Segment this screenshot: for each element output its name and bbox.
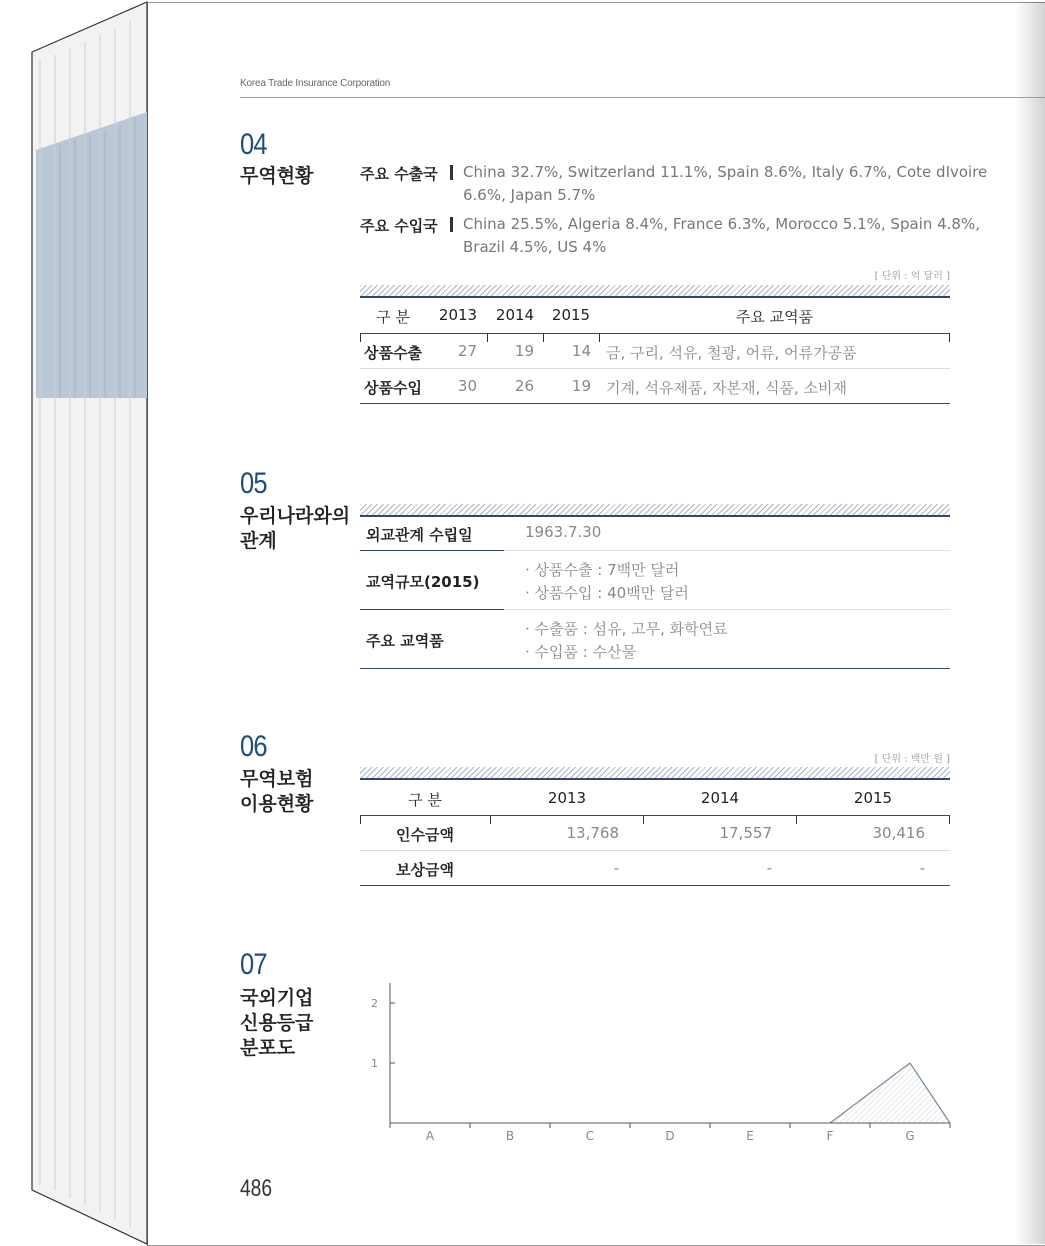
import-countries-label: 주요 수입국 (360, 217, 438, 235)
insurance-header-category: 구 분 (408, 791, 442, 809)
insurance-row-underwriting-2015: 30,416 (872, 824, 925, 842)
column-tick (949, 333, 950, 342)
insurance-header-rule (360, 815, 950, 816)
row-divider (360, 368, 950, 369)
import-countries-line2: Brazil 4.5%, US 4% (463, 238, 607, 256)
x-tick-label: A (425, 1129, 435, 1143)
y-tick-label: 1 (371, 1057, 378, 1070)
column-tick (949, 815, 950, 824)
label-bar (450, 165, 453, 180)
trade-row-export-2014: 19 (514, 342, 534, 360)
section-05-title-line2: 관계 (240, 530, 277, 552)
trade-row-export-2015: 14 (571, 342, 591, 360)
export-countries-line2: 6.6%, Japan 5.7% (463, 186, 596, 204)
relations-row-trade-line2: · 상품수입 : 40백만 달러 (525, 584, 689, 602)
trade-table-header-2014: 2014 (495, 306, 535, 324)
book-spine (0, 0, 150, 1246)
row-divider-dark (360, 550, 504, 551)
section-05-number: 05 (240, 467, 267, 500)
column-tick (360, 815, 361, 824)
column-tick (487, 333, 488, 342)
insurance-header-2015: 2015 (853, 789, 893, 807)
relations-row-trade-line1: · 상품수출 : 7백만 달러 (525, 561, 680, 579)
trade-table-header-rule (360, 333, 950, 334)
insurance-header-2013: 2013 (547, 789, 587, 807)
trade-row-import-2015: 19 (571, 377, 591, 395)
column-tick (490, 815, 491, 824)
trade-table-header-items: 주요 교역품 (735, 308, 814, 326)
insurance-row-underwriting-2013: 13,768 (566, 824, 619, 842)
relations-row-diplomacy-value: 1963.7.30 (525, 523, 602, 541)
section-07-title-line3: 분포도 (240, 1037, 296, 1059)
trade-table-header-category: 구 분 (376, 308, 410, 326)
section-07-number: 07 (240, 948, 267, 981)
x-tick-label: G (905, 1129, 915, 1143)
section-07-title-line2: 신용등급 (240, 1012, 314, 1034)
row-divider-dark (360, 609, 504, 610)
insurance-table-bottom-rule (360, 885, 950, 886)
x-tick-label: D (665, 1129, 675, 1143)
y-tick-label: 2 (371, 997, 378, 1010)
trade-table-bottom-rule (360, 403, 950, 404)
column-tick (643, 815, 644, 824)
row-divider (504, 550, 950, 551)
trade-row-export-label: 상품수출 (364, 344, 422, 362)
trade-table-header-2013: 2013 (438, 306, 478, 324)
header-rule (240, 97, 1045, 98)
trade-row-import-2013: 30 (457, 377, 477, 395)
relations-table-top-rule (360, 504, 950, 517)
insurance-row-claims-label: 보상금액 (396, 861, 454, 879)
section-04-title: 무역현황 (240, 165, 314, 187)
insurance-row-claims-2013: - (613, 859, 619, 877)
section-06-number: 06 (240, 730, 267, 763)
x-tick-label: E (746, 1129, 754, 1143)
insurance-row-claims-2015: - (919, 859, 925, 877)
insurance-row-underwriting-label: 인수금액 (396, 826, 454, 844)
row-divider (504, 609, 950, 610)
relations-row-items-line2: · 수입품 : 수산물 (525, 643, 637, 661)
insurance-header-2014: 2014 (700, 789, 740, 807)
trade-row-import-2014: 26 (514, 377, 534, 395)
trade-row-export-items: 금, 구리, 석유, 철광, 어류, 어류가공품 (606, 344, 857, 362)
column-tick (543, 333, 544, 342)
relations-row-items-line1: · 수출품 : 섬유, 고무, 화학연료 (525, 620, 728, 638)
insurance-row-claims-2014: - (766, 859, 772, 877)
page-number: 486 (240, 1175, 273, 1202)
section-05-title-line1: 우리나라와의 (240, 505, 351, 527)
export-countries-line1: China 32.7%, Switzerland 11.1%, Spain 8.6%, Italy 6.7%, Cote dIvoire (463, 163, 988, 181)
relations-row-trade-label: 교역규모(2015) (366, 573, 480, 591)
section-06-title-line2: 이용현황 (240, 793, 314, 815)
x-tick-label: B (505, 1129, 515, 1143)
trade-row-import-label: 상품수입 (364, 379, 422, 397)
row-divider (360, 850, 950, 851)
x-tick-label: C (585, 1129, 595, 1143)
export-countries-label: 주요 수출국 (360, 165, 438, 183)
relations-row-items-label: 주요 교역품 (366, 632, 444, 650)
relations-row-diplomacy-label: 외교관계 수립일 (366, 526, 473, 544)
credit-rating-chart (360, 980, 960, 1150)
trade-table-unit: [ 단위 : 억 달러 ] (874, 271, 950, 282)
relations-table-bottom-rule (360, 668, 950, 669)
column-tick (796, 815, 797, 824)
insurance-table-top-rule (360, 767, 950, 780)
section-06-title-line1: 무역보험 (240, 768, 314, 790)
trade-row-export-2013: 27 (457, 342, 477, 360)
trade-row-import-items: 기계, 석유제품, 자본재, 식품, 소비재 (606, 379, 848, 397)
trade-table-header-2015: 2015 (551, 306, 591, 324)
import-countries-line1: China 25.5%, Algeria 8.4%, France 6.3%, Morocco 5.1%, Spain 4.8%, (463, 215, 980, 233)
x-tick-label: F (826, 1129, 834, 1143)
page-edge-shadow (1015, 2, 1045, 1244)
trade-table-top-rule (360, 285, 950, 298)
area-fill (390, 1063, 950, 1123)
label-bar (450, 217, 453, 232)
header-org-name: Korea Trade Insurance Corporation (240, 78, 391, 89)
column-tick (599, 333, 600, 342)
insurance-row-underwriting-2014: 17,557 (719, 824, 772, 842)
column-tick (360, 333, 361, 342)
chart-area (390, 1063, 950, 1123)
section-04-number: 04 (240, 128, 267, 161)
section-07-title-line1: 국외기업 (240, 987, 314, 1009)
insurance-table-unit: [ 단위 : 백만 원 ] (874, 754, 950, 765)
